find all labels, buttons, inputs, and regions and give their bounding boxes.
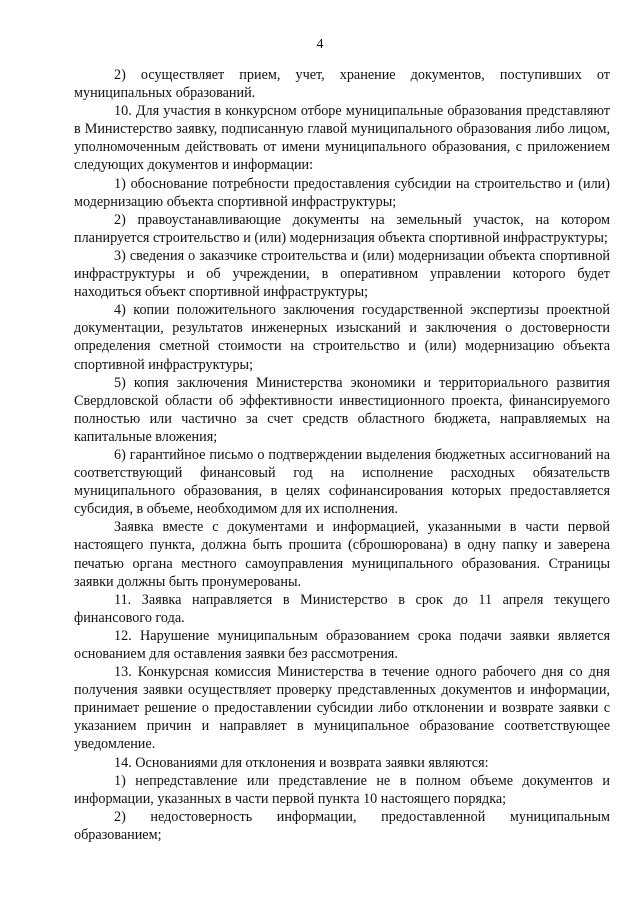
paragraph-rejection-ground-1: 1) непредставление или представление не в полном объеме документов и информации, указанных в части первой пункта 10 настоящего порядка; <box>74 772 610 807</box>
paragraph-item-6-guarantee-letter: 6) гарантийное письмо о подтверждении выделения бюджетных ассигнований на соответствующий финансовый год на исполнение расходных обязательств муниципального образования, в целях софинансирования которых предоставляется субсидия, в объеме, необходимом для их исполнения. <box>74 446 610 518</box>
paragraph-item-1-justification: 1) обоснование потребности предоставления субсидии на строительство и (или) модернизацию объекта спортивной инфраструктуры; <box>74 175 610 210</box>
paragraph-clause-14: 14. Основаниями для отклонения и возврата заявки являются: <box>114 754 489 771</box>
paragraph-clause-11: 11. Заявка направляется в Министерство в срок до 11 апреля текущего финансового года. <box>74 591 610 626</box>
paragraph-clause-13: 13. Конкурсная комиссия Министерства в течение одного рабочего дня со дня получения заявки осуществляет проверку представленных документов и информации, принимает решение о предоставлении субсидии либо отклонении и возврате заявки с указанием причин и направляет в муниципальное образование соответствующее уведомление. <box>74 664 610 753</box>
paragraph-item-3-customer-info: 3) сведения о заказчике строительства и (или) модернизации объекта спортивной инфраструктуры и об учреждении, в оперативном управлении которого будет находиться объект спортивной инфраструктуры; <box>74 247 610 301</box>
paragraph-clause-10: 10. Для участия в конкурсном отборе муниципальные образования представляют в Министерство заявку, подписанную главой муниципального образования либо лицом, уполномоченным действовать от имени муниципального образования, с приложением следующих документов и информации: <box>74 103 610 174</box>
page-number: 4 <box>316 37 324 52</box>
document-body <box>74 66 610 844</box>
paragraph-item-2-receipt: 2) осуществляет прием, учет, хранение документов, поступивших от муниципальных образований. <box>74 67 610 102</box>
paragraph-application-binding: Заявка вместе с документами и информацией, указанными в части первой настоящего пункта, должна быть прошита (сброшюрована) в одну папку и заверена печатью органа местного самоуправления муниципального образования. Страницы заявки должны быть пронумерованы. <box>74 519 610 590</box>
paragraph-clause-12: 12. Нарушение муниципальным образованием срока подачи заявки является основанием для оставления заявки без рассмотрения. <box>74 627 610 662</box>
paragraph-item-4-expertise-copies: 4) копии положительного заключения государственной экспертизы проектной документации, результатов инженерных изысканий и заключения о достоверности определения сметной стоимости на строительство и (или) модернизацию объекта спортивной инфраструктуры; <box>74 302 610 373</box>
paragraph-item-2-land-documents: 2) правоустанавливающие документы на земельный участок, на котором планируется строительство и (или) модернизация объекта спортивной инфраструктуры; <box>74 211 610 246</box>
paragraph-rejection-ground-2: 2) недостоверность информации, предоставленной муниципальным образованием; <box>74 808 610 843</box>
paragraph-item-5-ministry-conclusion: 5) копия заключения Министерства экономики и территориального развития Свердловской области об эффективности инвестиционного проекта, финансируемого полностью или частично за счет средств областного бюджета, направляемых на капитальные вложения; <box>74 374 610 445</box>
